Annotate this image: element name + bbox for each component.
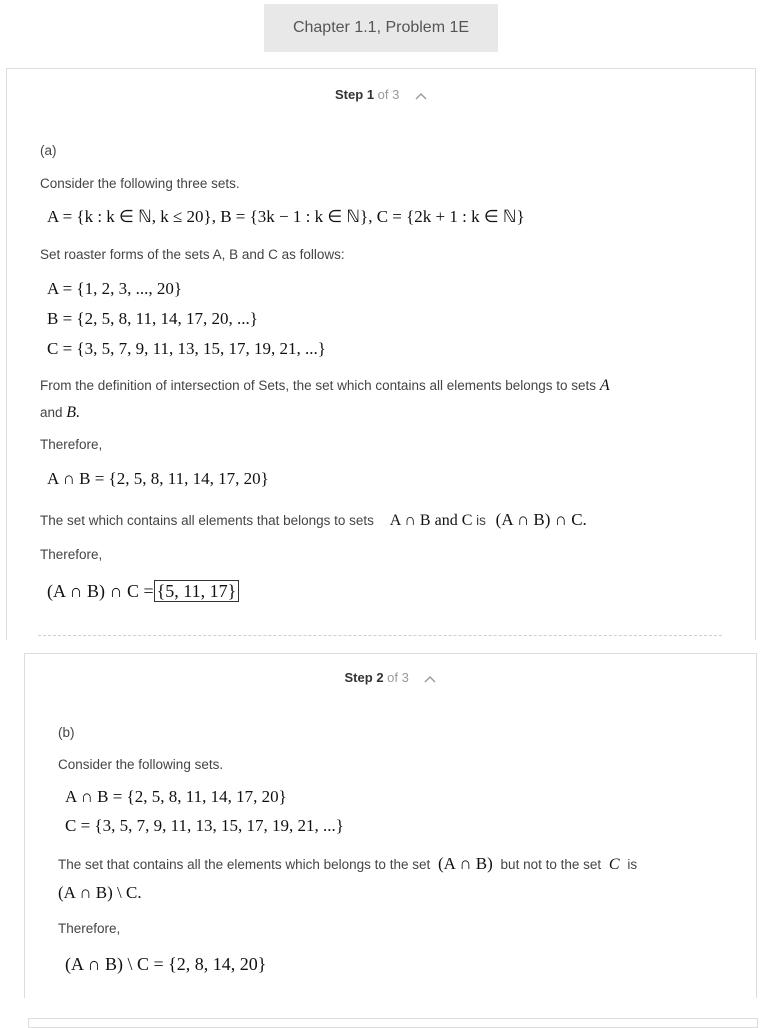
set-a-roster: A = {1, 2, 3, ..., 20} — [47, 279, 182, 298]
contains-line — [58, 854, 637, 874]
contains-math-a-cap-b: (A ∩ B) — [438, 854, 493, 873]
set-c-roster: C = {3, 5, 7, 9, 11, 13, 15, 17, 19, 21, ...} — [65, 816, 344, 835]
therefore-text: Therefore, — [58, 921, 121, 936]
a-intersect-b: A ∩ B = {2, 5, 8, 11, 14, 17, 20} — [65, 787, 287, 806]
chevron-up-icon[interactable] — [415, 88, 427, 103]
step-1-card — [6, 68, 756, 640]
definition-and: and — [40, 405, 63, 420]
step-count: of 3 — [387, 670, 409, 685]
step-label: Step — [335, 87, 364, 102]
step-2-header[interactable] — [25, 670, 756, 686]
set-b-roster: B = {2, 5, 8, 11, 14, 17, 20, ...} — [47, 309, 258, 328]
therefore-text-2: Therefore, — [40, 547, 103, 562]
final-lhs: (A ∩ B) ∩ C = — [47, 581, 154, 601]
step-number: 2 — [376, 670, 384, 685]
part-label: (a) — [40, 143, 57, 158]
chevron-up-icon[interactable] — [424, 671, 436, 686]
final-result — [47, 581, 239, 602]
contains-text-2: but not to the set — [500, 857, 602, 872]
step-number: 1 — [366, 87, 375, 102]
step-2-card — [24, 653, 757, 998]
sets-definition: A = {k : k ∈ ℕ, k ≤ 20}, B = {3k − 1 : k ∈ ℕ}, C = {2k + 1 : k ∈ ℕ} — [47, 207, 525, 226]
contains-result: (A ∩ B) \ C. — [58, 883, 142, 902]
consider-text: Consider the following three sets. — [40, 176, 240, 191]
a-intersect-b: A ∩ B = {2, 5, 8, 11, 14, 17, 20} — [47, 469, 269, 488]
definition-continuation — [40, 404, 80, 422]
set-which-text: The set which contains all elements that belongs to sets — [40, 513, 374, 528]
final-answer-box: {5, 11, 17} — [154, 580, 240, 602]
definition-text: From the definition of intersection of Sets, the set which contains all elements belongs to sets — [40, 378, 597, 393]
step-label: Step — [344, 670, 373, 685]
contains-math-c: C — [608, 856, 620, 873]
therefore-text: Therefore, — [40, 437, 103, 452]
contains-text: The set that contains all the elements which belongs to the set — [58, 857, 431, 872]
difference-result: (A ∩ B) \ C = {2, 8, 14, 20} — [65, 954, 267, 974]
definition-var-a: A — [599, 377, 610, 394]
intersection-definition — [40, 377, 610, 395]
contains-text-3: is — [627, 857, 638, 872]
step-3-card — [28, 1018, 758, 1028]
definition-var-b: B. — [66, 404, 81, 421]
set-which-math: A ∩ B and C — [389, 512, 473, 529]
set-c-roster: C = {3, 5, 7, 9, 11, 13, 15, 17, 19, 21, ...} — [47, 339, 326, 358]
consider-text: Consider the following sets. — [58, 757, 224, 772]
roaster-intro: Set roaster forms of the sets A, B and C as follows: — [40, 247, 345, 262]
set-which-line — [40, 510, 587, 530]
set-which-result: (A ∩ B) ∩ C. — [495, 510, 587, 529]
part-label: (b) — [58, 725, 75, 740]
step-1-header[interactable] — [7, 87, 755, 103]
step-divider — [38, 635, 722, 636]
step-count: of 3 — [377, 87, 400, 102]
chapter-title: Chapter 1.1, Problem 1E — [264, 4, 498, 52]
is-text: is — [476, 513, 486, 528]
